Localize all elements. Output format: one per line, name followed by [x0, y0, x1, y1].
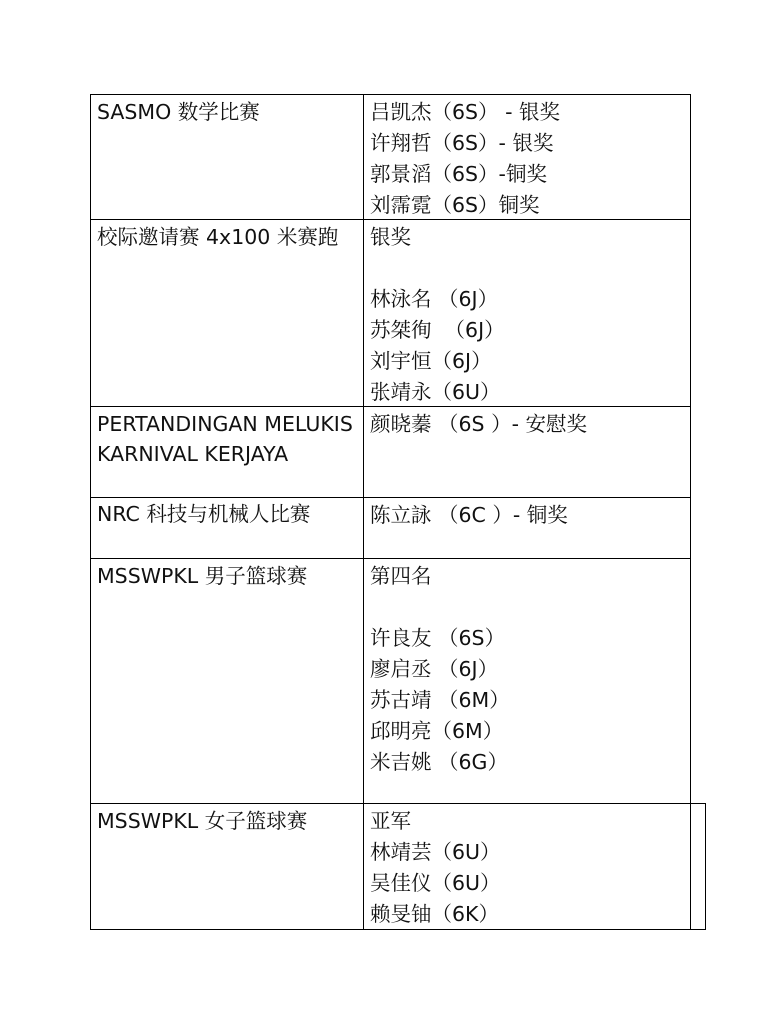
event-cell	[90, 219, 364, 407]
result-cell	[363, 94, 691, 220]
result-line: 吴佳仪（6U）	[370, 871, 501, 895]
result-line: 颜晓蓁 （6S ）- 安慰奖	[370, 412, 588, 436]
result-line: 廖启丞 （6J）	[370, 657, 499, 681]
event-cell	[90, 497, 364, 559]
blank-line	[370, 253, 684, 284]
result-line: 苏桀徇 （6J）	[370, 318, 505, 342]
result-line: 陈立詠 （6C ）- 铜奖	[370, 503, 568, 527]
result-cell	[363, 219, 691, 407]
event-name: MSSWPKL 男子篮球赛	[97, 564, 308, 588]
result-cell	[363, 803, 691, 930]
result-line: 郭景滔（6S）-铜奖	[370, 162, 547, 186]
event-cell	[90, 94, 364, 220]
result-line: 刘宇恒（6J）	[370, 349, 492, 373]
result-line: 张靖永（6U）	[370, 380, 501, 404]
result-line: 许良友 （6S）	[370, 626, 506, 650]
result-cell	[363, 497, 691, 559]
event-cell	[90, 558, 364, 804]
event-cell	[90, 803, 364, 930]
blank-line	[370, 592, 684, 623]
result-cell	[363, 406, 691, 498]
event-name: NRC 科技与机械人比赛	[97, 502, 311, 526]
result-line: 第四名	[370, 564, 432, 588]
result-line: 许翔哲（6S）- 银奖	[370, 131, 554, 155]
result-line: 亚军	[370, 809, 411, 833]
result-line: 林泳名 （6J）	[370, 287, 499, 311]
event-name: 校际邀请赛 4x100 米赛跑	[97, 225, 339, 249]
event-name: PERTANDINGAN MELUKIS KARNIVAL KERJAYA	[97, 412, 353, 466]
result-line: 赖旻铀（6K）	[370, 902, 499, 926]
result-line: 林靖芸（6U）	[370, 840, 501, 864]
result-line: 刘霈霓（6S）铜奖	[370, 193, 540, 217]
result-cell	[363, 558, 691, 804]
result-line: 银奖	[370, 225, 411, 249]
result-line: 吕凯杰（6S） - 银奖	[370, 100, 560, 124]
extra-empty-column	[690, 803, 706, 930]
result-line: 米吉姚 （6G）	[370, 750, 508, 774]
event-name: SASMO 数学比赛	[97, 100, 260, 124]
result-line: 邱明亮（6M）	[370, 719, 504, 743]
result-line: 苏古靖 （6M）	[370, 688, 510, 712]
event-name: MSSWPKL 女子篮球赛	[97, 809, 308, 833]
event-cell	[90, 406, 364, 498]
